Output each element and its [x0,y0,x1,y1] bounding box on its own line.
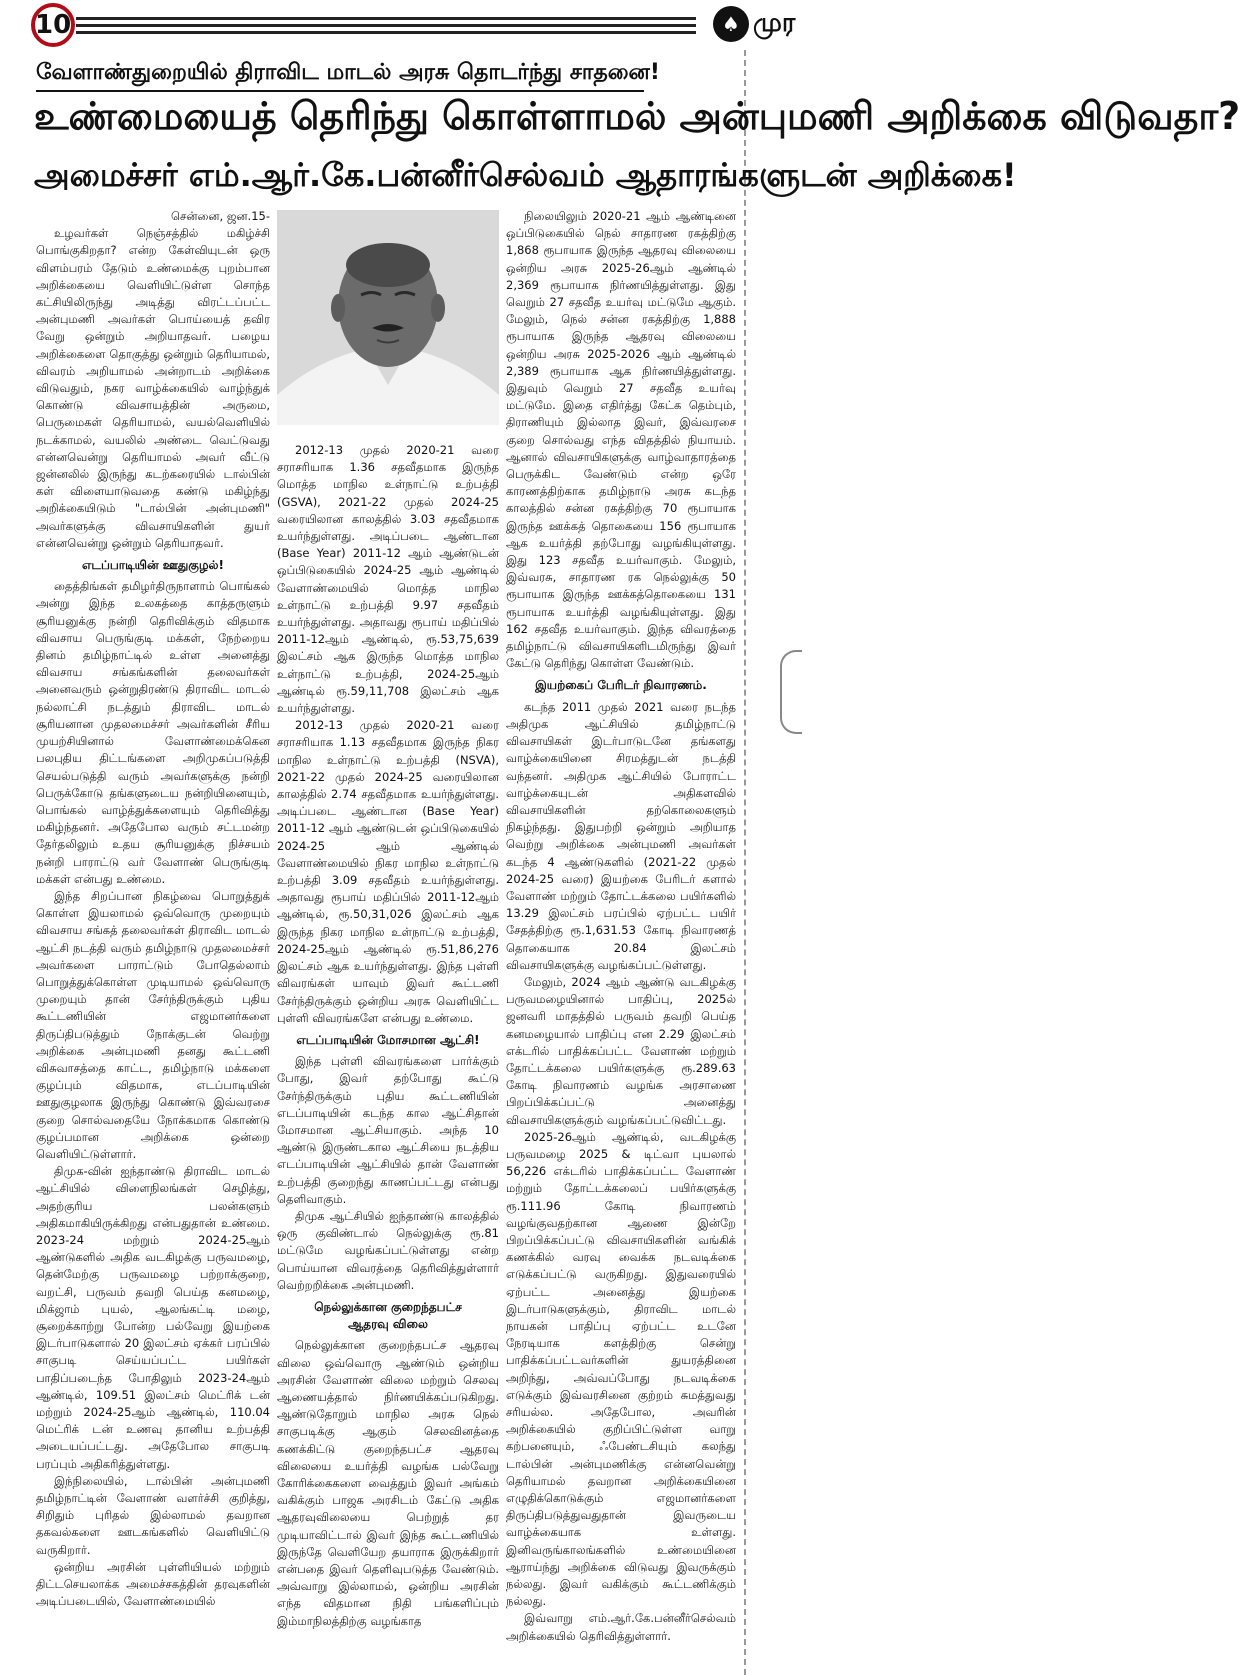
header-rule-top [76,17,696,20]
paragraph: 2025-26ஆம் ஆண்டில், வடகிழக்கு பருவமழை 2025 & டிட்வா புயலால் 56,226 எக்டரில் பாதிக்கப்பட்ட வேளாண் மற்றும் தோட்டக்கலைப் பயிர்களுக்கு ரூ.111.96 கோடி நிவாரணம் வழங்குவதற்கான ஆணை இன்றே பிறப்பிக்கப்பட்டு விவசாயிகளின் வங்கிக் கணக்கில் வரவு வைக்க நடவடிக்கை எடுக்கப்பட்டு வருகிறது. இதுவரையில் ஏற்பட்ட அனைத்து இயற்கை இடர்பாடுகளுக்கும், திராவிட மாடல் நாயகன் பாதிப்பு ஏற்பட்ட உடனே நேரடியாக களத்திற்கு சென்று பாதிக்கப்பட்டவர்களின் துயரத்தினை அறிந்து, அவ்வப்போது நடவடிக்கை எடுக்கும் இவ்வரசினை குற்றம் சுமத்துவது சரியல்ல. அதேபோல, அவரின் அறிக்கையில் குறிப்பிட்டுள்ள வாறு கற்பனையும், ஃபேண்டசியும் கலந்து டால்பின் அன்புமணிக்கு என்னவென்று தெரியாமல் தவறான அறிக்கையினை எழுதிக்கொடுக்கும் எஜமானர்களை திருப்திபடுத்துவதுதான் இவருடைய வாழ்க்கையாக உள்ளது. இனிவருங்காலங்களில் உண்மையினை ஆராய்ந்து அறிக்கை விடுவது இவருக்கும் நல்லது. இவர் வகிக்கும் கூட்டணிக்கும் நல்லது. [506,1129,736,1609]
article-column-3 [506,208,736,1675]
paragraph: திமுக ஆட்சியில் ஐந்தாண்டு காலத்தில் ஒரு குவிண்டால் நெல்லுக்கு ரூ.81 மட்டுமே வழங்கப்பட்டுள்ளது என்ற பொய்யான விவரத்தை தெரிவித்துள்ளார் வெற்றறிக்கை அன்புமணி. [277,1208,499,1292]
paragraph: இந்த சிறப்பான நிகழ்வை பொறுத்துக் கொள்ள இயலாமல் ஒவ்வொரு முறையும் விவசாய சங்கத் தலைவர்கள் திராவிட மாடல் ஆட்சி நடத்தி வரும் தமிழ்நாடு முதலமைச்சர் அவர்களை பாராட்டும் போதெல்லாம் பொறுத்துக்கொள்ள முடியாமல் ஒவ்வொரு முறையும் தான் சேர்ந்திருக்கும் புதிய கூட்டணியின் எஜமானர்களை திருப்திபடுத்தும் நோக்குடன் வெற்று அறிக்கை அன்புமணி தனது கூட்டணி விசுவாசத்தை காட்ட, தமிழ்நாடு மக்களை குழப்பும் விதமாக, எடப்பாடியின் ஊதுகுழலாக இருந்து கொண்டு இவ்வரசை குறை சொல்வதையே நோக்கமாக கொண்டு குழப்பமான அறிக்கை ஒன்றை வெளியிட்டுள்ளார். [36,888,270,1161]
subheading [277,1299,499,1333]
minister-photo [277,210,499,425]
article-kicker: வேளாண்துறையில் திராவிட மாடல் அரசு தொடர்ந்து சாதனை! [36,60,644,92]
subheading: எடப்பாடியின் ஊதுகுழல்! [82,558,224,573]
paragraph: நெல்லுக்கான குறைந்தபட்ச ஆதரவு விலை ஒவ்வொரு ஆண்டும் ஒன்றிய அரசின் வேளாண் விலை மற்றும் செலவு ஆணையத்தால் நிர்ணயிக்கப்படுகிறது. ஆண்டுதோறும் மாநில அரசு நெல் சாகுபடிக்கு ஆகும் செலவினத்தை கணக்கிட்டு குறைந்தபட்ச ஆதரவு விலையை உயர்த்தி வழங்க பல்வேறு கோரிக்கைகளை வைத்தும் இவர் அங்கம் வகிக்கும் பாஜக அரசிடம் கேட்டு அதிக ஆதரவுவிலையை பெற்றுத் தர முடியாவிட்டால் இவர் இந்த கூட்டணியில் இருந்தே வெளியேற தயாராக இருக்கிறார் என்பதை இவர் தெளிவுபடுத்த வேண்டும். அவ்வாறு இல்லாமல், ஒன்றிய அரசின் எந்த விதமான நிதி பங்களிப்பும் இம்மாநிலத்திற்கு வழங்காத [277,1338,499,1628]
paragraph: மேலும், 2024 ஆம் ஆண்டு வடகிழக்கு பருவமழையினால் பாதிப்பு, 2025ல் ஜனவரி மாதத்தில் பருவம் தவறி பெய்த கனமழையால் பாதிப்பு என 2.29 இலட்சம் எக்டரில் பாதிக்கப்பட்ட வேளாண் மற்றும் தோட்டக்கலை பயிர்களுக்கு ரூ.289.63 கோடி நிவாரணம் வழங்க அரசாணை பிறப்பிக்கப்பட்டு அனைத்து விவசாயிகளுக்கும் வழங்கப்பட்டுவிட்டது. [506,974,736,1127]
subheading-line-2: ஆதரவு விலை [348,1317,428,1332]
masthead-brand: முர [753,8,796,38]
portrait-illustration [277,210,499,425]
header-rule-middle [76,24,696,27]
paragraph: திமுக-வின் ஐந்தாண்டு திராவிட மாடல் ஆட்சியில் விளைநிலங்கள் செழித்து, அதற்குரிய பலன்களும் அதிகமாகியிருக்கிறது என்பதுதான் உண்மை. 2023-24 மற்றும் 2024-25ஆம் ஆண்டுகளில் அதிக வடகிழக்கு பருவமழை, தென்மேற்கு பருவமழை பற்றாக்குறை, வறட்சி, பருவம் தவறி பெய்த கனமழை, மிக்ஜாம் புயல், ஆலங்கட்டி மழை, சூறைக்காற்று போன்ற பல்வேறு இயற்கை இடர்பாடுகளால் 20 இலட்சம் ஏக்கர் பரப்பில் சாகுபடி செய்யப்பட்ட பயிர்கள் பாதிப்படைந்த போதிலும் 2023-24ஆம் ஆண்டில், 109.51 இலட்சம் மெட்ரிக் டன் மற்றும் 2024-25ஆம் ஆண்டில், 110.04 மெட்ரிக் டன் உணவு தானிய உற்பத்தி அடையப்பட்டது. அதேபோல சாகுபடி பரப்பும் அதிகரித்துள்ளது. [36,1164,270,1471]
article-subheadline: அமைச்சர் எம்.ஆர்.கே.பன்னீர்செல்வம் ஆதாரங்களுடன் அறிக்கை! [34,156,1017,194]
paragraph: தைத்திங்கள் தமிழர்திருநாளாம் பொங்கல் அன்று இந்த உலகத்தை காத்தருளும் சூரியனுக்கு நன்றி தெரிவிக்கும் விதமாக விவசாய பெருங்குடி மக்கள், நேற்றைய தினம் தமிழ்நாட்டில் உள்ள அனைத்து விவசாய சங்கங்களின் தலைவர்கள் அனைவரும் ஒன்றுதிரண்டு திராவிட மாடல் நல்லாட்சி நடத்தும் திராவிட மாடல் சூரியனான முதலமைச்சர் அவர்களின் சீரிய முயற்சியினால் வேளாண்மைக்கென பலபுதிய திட்டங்களை அறிமுகப்படுத்தி செயல்படுத்தி வரும் அவர்களுக்கு நன்றி பெருக்கோடு தங்களுடைய நன்றியினையும், பொங்கல் வாழ்த்துக்களையும் தெரிவித்து மகிழ்ந்தனர். அதேபோல வரும் சட்டமன்ற தேர்தலிலும் உதய சூரியனுக்கு நிச்சயம் நன்றி பாராட்டு வர் வேளாண் பெருங்குடி மக்கள் என்பது உண்மை. [36,579,270,886]
paragraph: நிலையிலும் 2020-21 ஆம் ஆண்டினை ஒப்பிடுகையில் நெல் சாதாரண ரகத்திற்கு 1,868 ரூபாயாக இருந்த ஆதரவு விலையை ஒன்றிய அரசு 2025-26ஆம் ஆண்டில் 2,369 ரூபாயாக நிர்ணயித்துள்ளது. இது வெறும் 27 சதவீத உயர்வு மட்டுமே ஆகும். மேலும், நெல் சன்ன ரகத்திற்கு 1,888 ரூபாயாக இருந்த ஆதரவு விலையை ஒன்றிய அரசு 2025-2026 ஆம் ஆண்டில் 2,389 ரூபாயாக ஆக நிர்ணயித்துள்ளது. இதுவும் வெறும் 27 சதவீத உயர்வு மட்டுமே. இதை எதிர்த்து கேட்க தெம்பும், திராணியும் இல்லாத இவர், இவ்வரசை குறை சொல்வது எந்த விதத்தில் நியாயம். ஆனால் விவசாயிகளுக்கு வாழ்வாதாரத்தை பெருக்கிட வேண்டும் என்ற ஒரே காரணத்திற்காக தமிழ்நாடு அரசு கடந்த காலத்தில் சன்ன ரகத்திற்கு 70 ரூபாயாக இருந்த ஊக்கத் தொகையை 156 ரூபாயாக ஆக உயர்த்தி தற்போது வழங்கியுள்ளது. இது 123 சதவீத உயர்வாகும். மேலும், இவ்வரசு, சாதாரண ரக நெல்லுக்கு 50 ரூபாயாக இருந்த ஊக்கத்தொகையை 131 ரூபாயாக உயர்த்தி வழங்கியுள்ளது. இது 162 சதவீத உயர்வாகும். இந்த விவரத்தை தமிழ்நாட்டு விவசாயிகளிடமிருந்து இவர் கேட்டு தெரிந்து கொள்ள வேண்டும். [506,209,736,671]
paragraph: 2012-13 முதல் 2020-21 வரை சராசரியாக 1.36 சதவீதமாக இருந்த மொத்த மாநில உள்நாட்டு உற்பத்தி (GSVA), 2021-22 முதல் 2024-25 வரையிலான காலத்தில் 3.03 சதவீதமாக உயர்ந்துள்ளது. அடிப்படை ஆண்டான (Base Year) 2011-12 ஆம் ஆண்டுடன் ஒப்பிடுகையில் 2024-25 ஆம் ஆண்டில் வேளாண்மையில் மொத்த மாநில உள்நாட்டு உற்பத்தி 9.97 சதவீதம் உயர்ந்துள்ளது. அதாவது ரூபாய் மதிப்பில் 2011-12ஆம் ஆண்டில், ரூ.53,75,639 இலட்சம் ஆக இருந்த மொத்த மாநில உள்நாட்டு உற்பத்தி, 2024-25ஆம் ஆண்டில் ரூ.59,11,708 இலட்சம் ஆக உயர்ந்துள்ளது. [277,443,499,716]
article-dateline: சென்னை, ஜன.15- [171,209,270,223]
paragraph: உழவர்கள் நெஞ்சத்தில் மகிழ்ச்சி பொங்குகிறதா? என்ற கேள்வியுடன் ஒரு விளம்பரம் தேடும் உண்மைக்கு புறம்பான அறிக்கையை வெளியிட்டுள்ள சொந்த கட்சியிலிருந்து அடித்து விரட்டப்பட்ட அன்புமணி அவர்கள் பொய்யைத் தவிர வேறு ஒன்றும் அறியாதவர். பழைய அறிக்கைளை தொகுத்து ஒன்றும் தெரியாமல், விவரம் அறியாமல் அன்றாடம் அறிக்கை விடுவதும், நகர வாழ்க்கையில் வாழ்ந்துக் கொண்டு விவசாயத்தின் அருமை, பெருமைகள் தெரியாமல், வயல்வெளியில் நடக்காமல், வயலில் அண்டை வெட்டுவது என்னவென்று தெரியாமல் அவர் வீட்டு ஜன்னலில் இருந்து கடற்கரையில் டால்பின் கள் விளையாடுவதை கண்டு மகிழ்ந்து அறிக்கையிடும் "டால்பின் அன்புமணி" அவர்களுக்கு விவசாயிகளின் துயர் என்னவென்று ஒன்றும் தெரியாதவர். [36,226,270,550]
subheading: இயற்கைப் பேரிடர் நிவாரணம். [535,678,707,693]
paragraph: 2012-13 முதல் 2020-21 வரை சராசரியாக 1.13 சதவீதமாக இருந்த நிகர மாநில உள்நாட்டு உற்பத்தி (NSVA), 2021-22 முதல் 2024-25 வரையிலான காலத்தில் 2.74 சதவீதமாக உயர்ந்துள்ளது. அடிப்படை ஆண்டான (Base Year) 2011-12 ஆம் ஆண்டுடன் ஒப்பிடுகையில் 2024-25 ஆம் ஆண்டில் வேளாண்மையில் நிகர மாநில உள்நாட்டு உற்பத்தி 3.09 சதவீதம் உயர்ந்துள்ளது. அதாவது ரூபாய் மதிப்பில் 2011-12ஆம் ஆண்டில், ரூ.50,31,026 இலட்சம் ஆக இருந்த நிகர மாநில உள்நாட்டு உற்பத்தி, 2024-25ஆம் ஆண்டில் ரூ.51,86,276 இலட்சம் ஆக உயர்ந்துள்ளது. இந்த புள்ளி விவரங்கள் யாவும் இவர் கூட்டணி சேர்ந்திருக்கும் ஒன்றிய அரசு வெளியிட்ட புள்ளி விவரங்களே என்பது உண்மை. [277,718,499,1025]
next-page-bracket [780,650,802,734]
paragraph: இந்நிலையில், டால்பின் அன்புமணி தமிழ்நாட்டின் வேளாண் வளர்ச்சி குறித்து, சிறிதும் புரிதல் இல்லாமல் தவறான தகவல்களை ஊடகங்களில் வெளியிட்டு வருகிறார். [36,1473,270,1557]
column-divider [744,50,746,1675]
header-rule-bottom [76,31,696,34]
paragraph: இவ்வாறு எம்.ஆர்.கே.பன்னீர்செல்வம் அறிக்கையில் தெரிவித்துள்ளார். [506,1611,736,1643]
article-column-2 [277,442,499,1675]
paragraph: கடந்த 2011 முதல் 2021 வரை நடந்த அதிமுக ஆட்சியில் தமிழ்நாட்டு விவசாயிகள் இடர்பாடுடனே தங்களது வாழ்க்கையினை சிரமத்துடன் நடத்தி வந்தனர். அதிமுக ஆட்சியில் போராட்ட வாழ்க்கையுடன் அதிகளவில் விவசாயிகளின் தற்கொலைகளும் நிகழ்ந்தது. இதுபற்றி ஒன்றும் அறியாத வெற்று அறிக்கை அன்புமணி அவர்கள் கடந்த 4 ஆண்டுகளில் (2021-22 முதல் 2024-25 வரை) இயற்கை பேரிடர் களால் வேளாண் மற்றும் தோட்டக்கலை பயிர்களில் 13.29 இலட்சம் பரப்பில் ஏற்பட்ட பயிர் சேதத்திற்கு ரூ.1,631.53 கோடி நிவாரணத் தொகையாக 20.84 இலட்சம் விவசாயிகளுக்கு வழங்கப்பட்டுள்ளது. [506,699,736,972]
page-number: 10 [31,3,75,47]
paragraph: இந்த புள்ளி விவரங்களை பார்க்கும் போது, இவர் தற்போது கூட்டு சேர்ந்திருக்கும் புதிய கூட்டணியின் எடப்பாடியின் கடந்த கால ஆட்சிதான் மோசமான ஆட்சியாகும். அந்த 10 ஆண்டு இருண்டகால ஆட்சியை நடத்திய எடப்பாடியின் ஆட்சியில் தான் வேளாண் உற்பத்தி குறைந்து காணப்பட்டது என்பது தெளிவாகும். [277,1054,499,1206]
page-header [0,0,800,50]
article-headline: உண்மையைத் தெரிந்து கொள்ளாமல் அன்புமணி அறிக்கை விடுவதா? [34,94,1240,138]
article-column-1 [36,208,270,1675]
subheading: எடப்பாடியின் மோசமான ஆட்சி! [296,1032,480,1047]
paragraph: ஒன்றிய அரசின் புள்ளியியல் மற்றும் திட்டசெயலாக்க அமைச்சகத்தின் தரவுகளின் அடிப்படையில், வேளாண்மையில் [36,1559,270,1609]
bull-logo-icon: ♠ [713,6,749,42]
subheading-line-1: நெல்லுக்கான குறைந்தபட்ச [314,1299,462,1314]
